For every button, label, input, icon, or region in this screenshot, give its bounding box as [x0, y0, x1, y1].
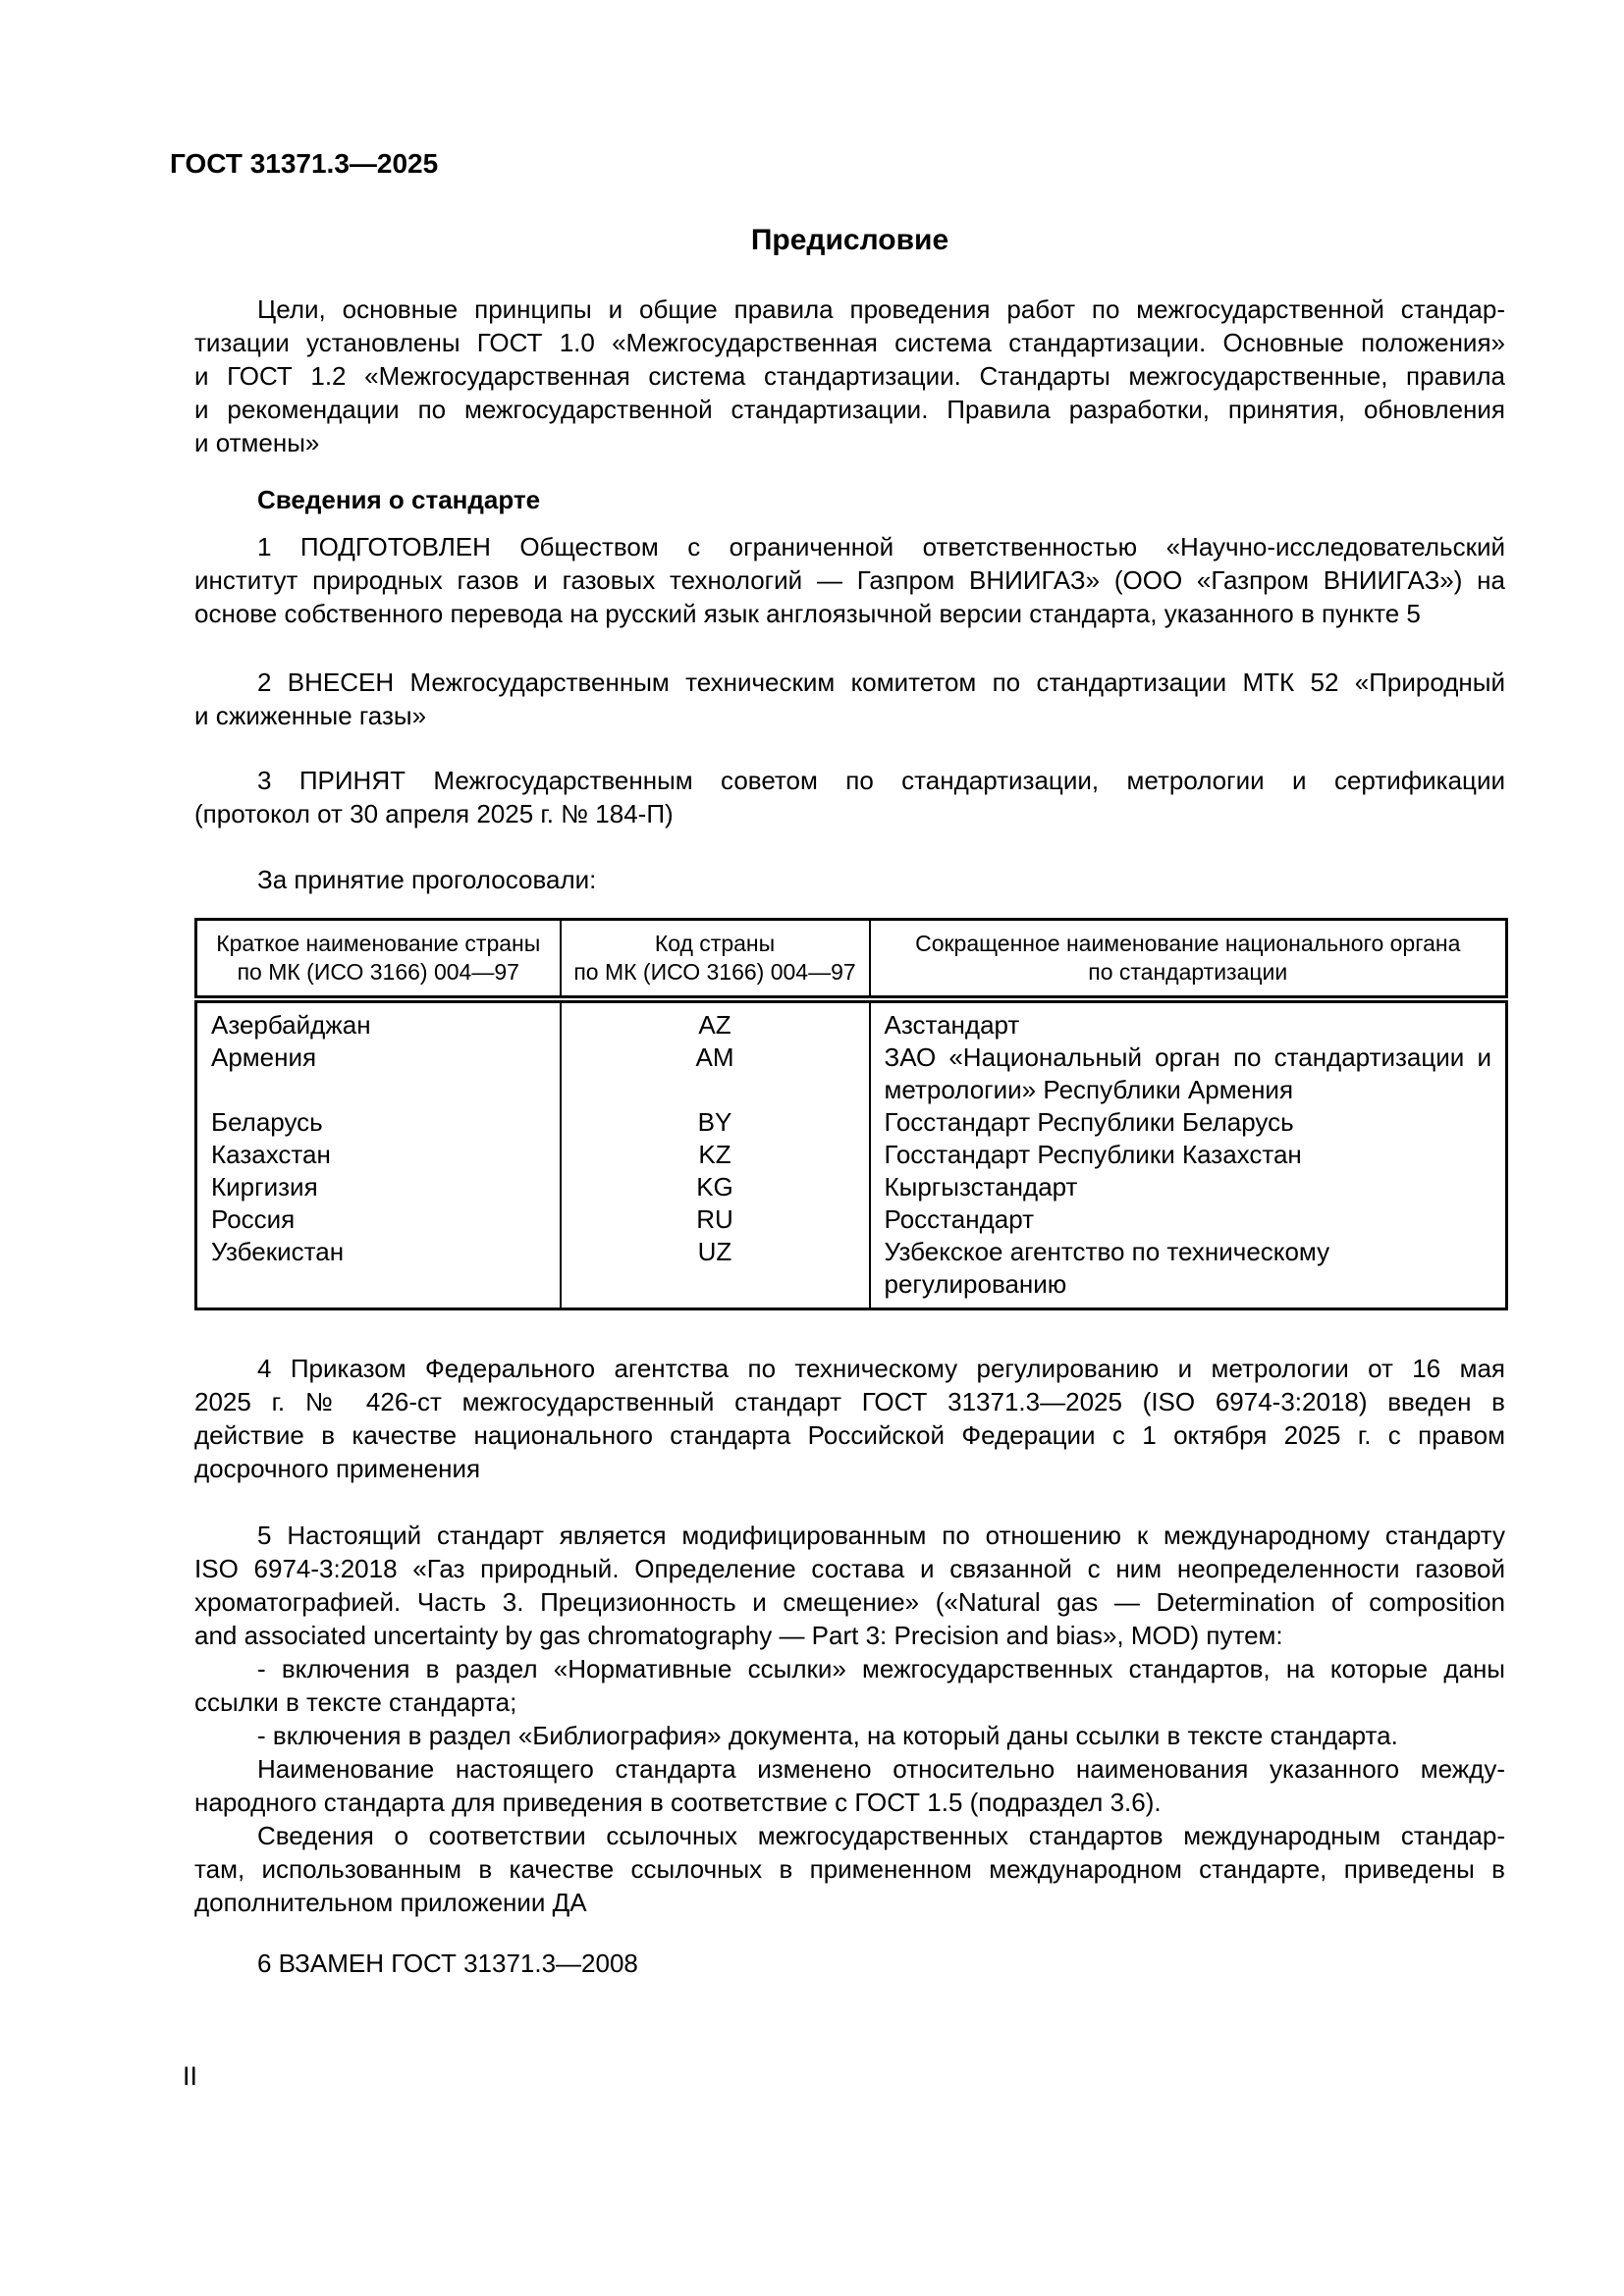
clause-line: (протокол от 30 апреля 2025 г. № 184-П): [194, 799, 674, 828]
table-row: [196, 1041, 1507, 1106]
clause-4-order: [194, 1352, 1505, 1485]
clause-line: 5 Настоящий стандарт является модифицированным по отношению к международному стандарту: [257, 1521, 1505, 1550]
intro-line: и ГОСТ 1.2 «Межгосударственная система стандартизации. Стандарты межгосударственные, правила: [194, 361, 1505, 391]
country-cell: Казахстан: [196, 1139, 561, 1171]
code-cell: RU: [561, 1203, 870, 1236]
vote-intro-wrap: [194, 863, 1505, 896]
dash-item-line: - включения в раздел «Нормативные ссылки» межгосударственных стандартов, на которые даны: [257, 1654, 1505, 1683]
code-cell: AZ: [561, 999, 870, 1041]
page-title: Предисловие: [750, 224, 949, 256]
org-cell: Узбекское агентство по техническому регулированию: [870, 1236, 1507, 1309]
clause-2-submitted: [194, 666, 1505, 732]
clause-line: там, использованным в качестве ссылочных в примененном международном стандарте, приведены в: [194, 1854, 1505, 1884]
clause-3-adopted: [194, 764, 1505, 830]
clause-line: and associated uncertainty by gas chromatography — Part 3: Precision and bias», MOD) путем:: [194, 1621, 1283, 1650]
table-row: [196, 1203, 1507, 1236]
clause-line: народного стандарта для приведения в соответствие с ГОСТ 1.5 (подраздел 3.6).: [194, 1788, 1162, 1817]
clause-5-modified: [194, 1519, 1505, 1919]
clause-line: досрочного применения: [194, 1454, 481, 1483]
org-cell: Азстандарт: [870, 999, 1507, 1041]
intro-line: тизации установлены ГОСТ 1.0 «Межгосударственная система стандартизации. Основные положения»: [194, 328, 1505, 357]
country-cell: Азербайджан: [196, 999, 561, 1041]
country-cell: Киргизия: [196, 1171, 561, 1203]
country-cell: Армения: [196, 1041, 561, 1106]
country-cell: Узбекистан: [196, 1236, 561, 1309]
org-cell: Госстандарт Республики Беларусь: [870, 1106, 1507, 1139]
clause-line: институт природных газов и газовых технологий — Газпром ВНИИГАЗ» (ООО «Газпром ВНИИГАЗ») на: [194, 565, 1505, 595]
code-cell: KZ: [561, 1139, 870, 1171]
clause-line: хроматографией. Часть 3. Прецизионность и смещение» («Natural gas — Determination of composition: [194, 1587, 1505, 1617]
table-row: [196, 1106, 1507, 1139]
table-header-line: по МК (ИСО 3166) 004—97: [573, 959, 856, 985]
clause-line: Наименование настоящего стандарта изменено относительно наименования указанного между-: [257, 1754, 1505, 1784]
table-header-row: [196, 920, 1507, 1000]
section-heading: Сведения о стандарте: [257, 485, 541, 514]
clause-1-prepared: [194, 530, 1505, 630]
clause-6-replaces: [194, 1947, 1505, 1980]
code-cell: UZ: [561, 1236, 870, 1309]
table-row: [196, 1171, 1507, 1203]
org-cell: ЗАО «Национальный орган по стандартизации и метрологии» Республики Армения: [870, 1041, 1507, 1106]
org-cell: Госстандарт Республики Казахстан: [870, 1139, 1507, 1171]
intro-line: и рекомендации по межгосударственной стандартизации. Правила разработки, принятия, обновления: [194, 395, 1505, 424]
page-number: II: [183, 2061, 198, 2091]
table-header-country: [196, 920, 561, 1000]
code-cell: BY: [561, 1106, 870, 1139]
country-cell: Россия: [196, 1203, 561, 1236]
dash-item-line: - включения в раздел «Библиография» документа, на который даны ссылки в тексте стандарта.: [257, 1721, 1398, 1750]
vote-table: [194, 918, 1508, 1310]
org-cell: Кыргызстандарт: [870, 1171, 1507, 1203]
clause-line: 3 ПРИНЯТ Межгосударственным советом по стандартизации, метрологии и сертификации: [257, 766, 1505, 795]
section-heading-wrap: [194, 483, 1505, 516]
table-row: [196, 1236, 1507, 1309]
code-cell: KG: [561, 1171, 870, 1203]
org-cell: Росстандарт: [870, 1203, 1507, 1236]
clause-line: 1 ПОДГОТОВЛЕН Обществом с ограниченной ответственностью «Научно-исследовательский: [257, 532, 1505, 561]
intro-paragraph: [194, 293, 1505, 459]
dash-item-line: ссылки в тексте стандарта;: [194, 1687, 517, 1717]
clause-line: 4 Приказом Федерального агентства по техническому регулированию и метрологии от 16 мая: [257, 1354, 1505, 1383]
country-cell: Беларусь: [196, 1106, 561, 1139]
clause-line: 2 ВНЕСЕН Межгосударственным техническим комитетом по стандартизации МТК 52 «Природный: [257, 667, 1505, 697]
table-header-line: по МК (ИСО 3166) 004—97: [237, 959, 519, 985]
clause-line: Сведения о соответствии ссылочных межгосударственных стандартов международным стандар-: [257, 1821, 1505, 1850]
clause-line: и сжиженные газы»: [194, 701, 427, 730]
table-row: [196, 999, 1507, 1041]
table-header-line: Краткое наименование страны: [216, 931, 541, 956]
clause-line: основе собственного перевода на русский язык англоязычной версии стандарта, указанного в пункте 5: [194, 599, 1421, 628]
clause-line: действие в качестве национального стандарта Российской Федерации с 1 октября 2025 г. с правом: [194, 1420, 1505, 1450]
table-header-org: [870, 920, 1507, 1000]
clause-line: дополнительном приложении ДА: [194, 1888, 587, 1917]
table-row: [196, 1139, 1507, 1171]
intro-line: Цели, основные принципы и общие правила проведения работ по межгосударственной стандар-: [257, 294, 1505, 324]
clause-line: ISO 6974-3:2018 «Газ природный. Определение состава и связанной с ним неопределенности газовой: [194, 1554, 1505, 1583]
clause-line: 2025 г. № 426-ст межгосударственный стандарт ГОСТ 31371.3—2025 (ISO 6974-3:2018) введен в: [194, 1387, 1505, 1416]
table-header-line: Сокращенное наименование национального органа: [915, 931, 1461, 956]
intro-line: и отмены»: [194, 428, 320, 457]
table-header-line: Код страны: [654, 931, 776, 956]
vote-intro-line: За принятие проголосовали:: [257, 865, 597, 894]
page-content: [194, 293, 1505, 1980]
table-header-code: [561, 920, 870, 1000]
clause-line: 6 ВЗАМЕН ГОСТ 31371.3—2008: [257, 1949, 638, 1978]
code-cell: AM: [561, 1041, 870, 1106]
running-header: ГОСТ 31371.3—2025: [170, 148, 439, 179]
table-header-line: по стандартизации: [1088, 959, 1288, 985]
